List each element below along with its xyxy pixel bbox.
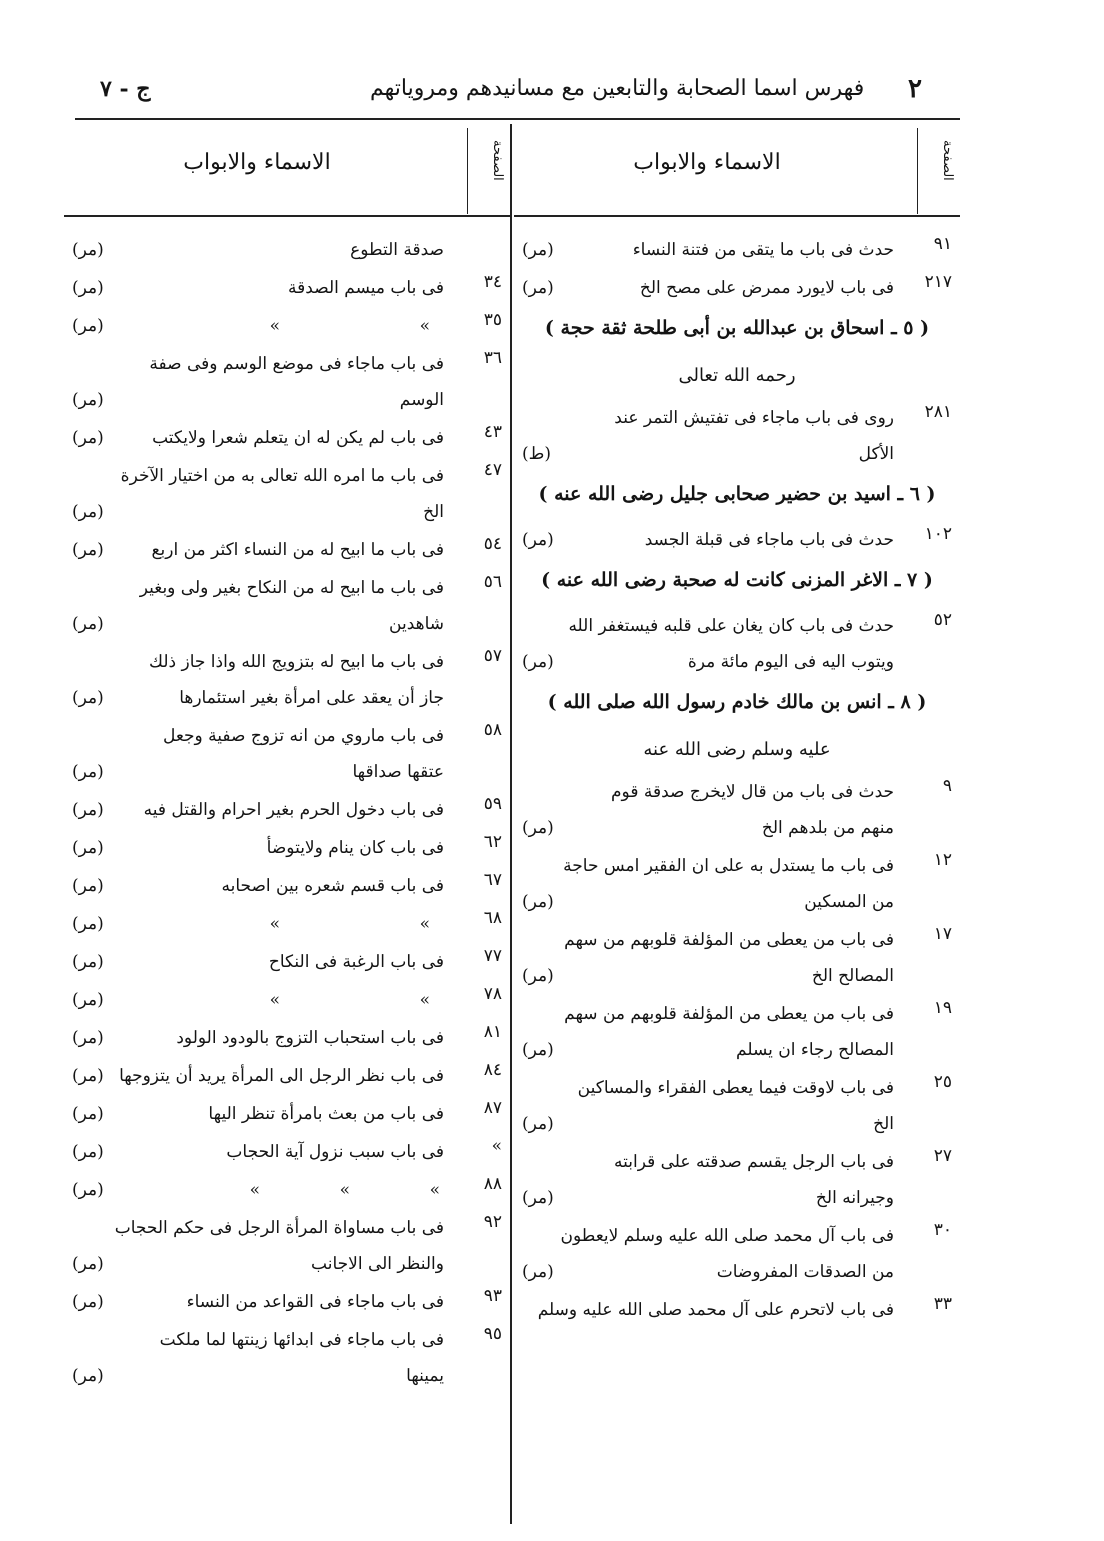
index-entry [514,1290,960,1328]
index-entry [514,1142,960,1216]
index-entry [64,230,510,268]
entry-text: فى باب ما امره الله تعالى به من اختيار الآخرة [120,466,444,486]
source-code: (مر) [72,876,104,896]
source-code: (مر) [72,1142,104,1162]
source-code: (مر) [72,240,104,260]
entry-page-number: » [491,1136,502,1156]
right-entries [514,230,960,1328]
source-code: (مر) [522,1040,554,1060]
source-code: (مر) [72,762,104,782]
entry-text-continued: والنظر الى الاجانب [311,1254,444,1274]
index-entry [64,530,510,568]
entry-text: فى باب لاوقت فيما يعطى الفقراء والمساكين [577,1078,894,1098]
column-header-rule [64,215,510,217]
page-title: فهرس اسما الصحابة والتابعين مع مسانيدهم ومروياتهم [370,76,865,101]
entry-text: صدقة التطوع [350,240,444,260]
source-code: (مر) [522,652,554,672]
ditto-mark: » [269,990,280,1010]
entry-page-number: ٣٦ [483,348,502,368]
source-code: (مر) [72,502,104,522]
source-code: (مر) [72,1292,104,1312]
entry-text: فى باب من يعطى من المؤلفة قلوبهم من سهم [564,930,894,950]
section-heading: ( ٥ ـ اسحاق بن عبدالله بن أبى طلحة ثقة حجة ) [544,317,930,339]
entry-text: فى باب الرجل يقسم صدقته على قرابته [614,1152,894,1172]
section-heading: ( ٧ ـ الاغر المزنى كانت له صحبة رضى الله عنه ) [541,569,933,591]
entry-text: فى باب ما ابيح له من النساء اكثر من اربع [151,540,444,560]
entry-text-continued: شاهدين [389,614,444,634]
section-subheading: عليه وسلم رضى الله عنه [643,739,831,760]
index-entry [514,398,960,472]
source-code: (مر) [72,428,104,448]
entry-text: فى باب آل محمد صلى الله عليه وسلم لايعطون [560,1226,894,1246]
entry-page-number: ٦٢ [483,832,502,852]
entry-page-number: ٣٣ [933,1294,952,1314]
index-entry [64,1056,510,1094]
entry-text-continued: يمينها [406,1366,444,1386]
source-code: (مر) [72,1180,104,1200]
entry-text: فى باب لاتحرم على آل محمد صلى الله عليه وسلم [537,1300,894,1320]
entry-text: فى باب ماجاء فى القواعد من النساء [186,1292,444,1312]
entry-text-continued: منهم من بلدهم الخ [761,818,894,838]
source-code: (مر) [72,390,104,410]
source-code: (مر) [522,240,554,260]
entry-page-number: ٤٣ [483,422,502,442]
entry-page-number: ٥٧ [483,646,502,666]
entry-page-number: ٢٧ [933,1146,952,1166]
entry-text: فى باب ماروي من انه تزوج صفية وجعل [162,726,444,746]
entry-text: فى باب سبب نزول آية الحجاب [226,1142,444,1162]
section-heading: ( ٦ ـ اسيد بن حضير صحابى جليل رضى الله عنه ) [538,483,936,505]
source-code: (مر) [72,1104,104,1124]
entry-page-number: ٥٢ [933,610,952,630]
right-column [514,124,960,1534]
entry-page-number: ٥٩ [483,794,502,814]
entry-text-continued: المصالح الخ [811,966,894,986]
header-separator [467,128,468,214]
ditto-mark: » [419,316,430,336]
entry-text: حدث فى باب ماجاء فى قبلة الجسد [644,530,894,550]
index-entry [64,1208,510,1282]
source-code: (مر) [522,1188,554,1208]
index-entry [64,456,510,530]
source-code: (مر) [522,278,554,298]
source-code: (مر) [72,540,104,560]
entry-page-number: ٧٨ [483,984,502,1004]
entry-text: فى باب ماجاء فى موضع الوسم وفى صفة [149,354,444,374]
source-code: (مر) [522,818,554,838]
column-header [64,124,510,214]
index-entry [64,344,510,418]
entry-text-continued: الوسم [399,390,444,410]
entry-page-number: ٩٣ [483,1286,502,1306]
source-code: (مر) [72,1028,104,1048]
entry-text: فى باب ماجاء فى ابدائها زينتها لما ملكت [159,1330,444,1350]
entry-page-number: ٣٠ [933,1220,952,1240]
entry-page-number: ٣٤ [483,272,502,292]
entry-text-continued: المصالح رجاء ان يسلم [736,1040,894,1060]
source-code: (مر) [72,316,104,336]
source-code: (مر) [72,1366,104,1386]
entry-text: فى باب ما ابيح له بتزويج الله واذا جاز ذلك [149,652,444,672]
index-entry [64,866,510,904]
entry-page-number: ١٧ [933,924,952,944]
entry-text-continued: الخ [423,502,444,522]
index-entry [514,520,960,558]
index-entry [514,846,960,920]
left-column [64,124,510,1534]
section-heading: ( ٨ ـ انس بن مالك خادم رسول الله صلى الله ) [547,691,927,713]
source-code: (مر) [522,966,554,986]
column-heading: الاسماء والابواب [633,150,781,175]
index-entry [64,268,510,306]
ditto-mark: » [429,1180,440,1200]
source-code: (مر) [72,914,104,934]
entry-text: حدث فى باب من قال لايخرج صدقة قوم [611,782,894,802]
header-separator [917,128,918,214]
source-code: (مر) [72,838,104,858]
index-entry [64,418,510,456]
source-code: (مر) [72,800,104,820]
entry-text-continued: الخ [873,1114,894,1134]
left-entries [64,230,510,1394]
ditto-mark: » [249,1180,260,1200]
entry-page-number: ٨٤ [483,1060,502,1080]
column-divider [510,124,512,1524]
entry-page-number: ٧٧ [483,946,502,966]
source-code: (مر) [522,1262,554,1282]
entry-text-continued: الأكل [858,444,894,464]
column-header-rule [514,215,960,217]
header-rule [75,118,960,120]
entry-text: فى باب من بعث بامرأة تنظر اليها [208,1104,444,1124]
column-heading: الاسماء والابواب [183,150,331,175]
entry-page-number: ٦٨ [483,908,502,928]
entry-page-number: ٥٦ [483,572,502,592]
source-code: (ط) [522,444,552,464]
column-header [514,124,960,214]
running-header [70,68,960,116]
page-column-label: الصفحة [490,140,505,181]
index-entry [514,994,960,1068]
entry-page-number: ٨١ [483,1022,502,1042]
entry-text: فى باب نظر الرجل الى المرأة يريد أن يتزوجها [119,1066,444,1086]
source-code: (مر) [72,990,104,1010]
entry-text: فى باب دخول الحرم بغير احرام والقتل فيه [143,800,444,820]
page-column-label: الصفحة [940,140,955,181]
source-code: (مر) [522,892,554,912]
source-code: (مر) [72,688,104,708]
entry-page-number: ٢٨١ [924,402,952,422]
index-entry [514,1068,960,1142]
index-entry [64,1282,510,1320]
entry-page-number: ٨٧ [483,1098,502,1118]
ditto-mark: » [419,914,430,934]
index-entry [64,1170,510,1208]
index-entry [514,230,960,268]
index-entry [514,268,960,306]
entry-page-number: ٣٥ [483,310,502,330]
index-entry [64,828,510,866]
index-entry [64,980,510,1018]
entry-page-number: ٩١ [933,234,952,254]
index-entry [514,772,960,846]
index-entry [64,642,510,716]
entry-page-number: ١٩ [933,998,952,1018]
ditto-mark: » [269,316,280,336]
entry-text: حدث فى باب ما يتقى من فتنة النساء [632,240,894,260]
source-code: (مر) [72,1066,104,1086]
index-entry [64,790,510,828]
index-entry [64,1132,510,1170]
index-entry [64,942,510,980]
index-entry [64,716,510,790]
entry-text: فى باب الرغبة فى النكاح [268,952,444,972]
entry-text-continued: جاز أن يعقد على امرأة بغير استئمارها [179,688,444,708]
index-entry [64,1094,510,1132]
entry-page-number: ٢٥ [933,1072,952,1092]
entry-page-number: ٨٨ [483,1174,502,1194]
source-code: (مر) [72,1254,104,1274]
volume-label: ج - ٧ [100,76,151,102]
entry-text: فى باب ما يستدل به على ان الفقير امس حاجة [563,856,894,876]
entry-text: فى باب ميسم الصدقة [288,278,444,298]
page-number: ٢ [908,74,922,104]
entry-text: فى باب قسم شعره بين اصحابه [221,876,444,896]
index-entry [514,606,960,680]
entry-page-number: ٥٤ [483,534,502,554]
entry-page-number: ١٠٢ [924,524,952,544]
index-entry [514,920,960,994]
source-code: (مر) [72,278,104,298]
index-entry [64,1018,510,1056]
entry-page-number: ٥٨ [483,720,502,740]
entry-text: فى باب مساواة المرأة الرجل فى حكم الحجاب [114,1218,444,1238]
index-entry [64,904,510,942]
index-entry [64,306,510,344]
entry-page-number: ٩٥ [483,1324,502,1344]
ditto-mark: » [269,914,280,934]
source-code: (مر) [522,530,554,550]
entry-page-number: ٢١٧ [924,272,952,292]
entry-text: فى باب كان ينام ولايتوضأ [266,838,444,858]
entry-text: فى باب استحباب التزوج بالودود الولود [176,1028,444,1048]
index-entry [64,568,510,642]
ditto-mark: » [419,990,430,1010]
source-code: (مر) [72,952,104,972]
entry-text-continued: عتقها صداقها [352,762,444,782]
entry-page-number: ١٢ [933,850,952,870]
entry-text: روى فى باب ماجاء فى تفتيش التمر عند [614,408,894,428]
index-entry [514,1216,960,1290]
entry-page-number: ٩ [942,776,952,796]
entry-text: فى باب ما ابيح له من النكاح بغير ولى وبغير [139,578,444,598]
entry-page-number: ٤٧ [483,460,502,480]
entry-text: فى باب لايورد ممرض على مصح الخ [639,278,894,298]
entry-text-continued: من الصدقات المفروضات [716,1262,894,1282]
index-entry [64,1320,510,1394]
source-code: (مر) [72,614,104,634]
entry-page-number: ٩٢ [483,1212,502,1232]
ditto-mark: » [339,1180,350,1200]
entry-text: فى باب لم يكن له ان يتعلم شعرا ولايكتب [152,428,444,448]
source-code: (مر) [522,1114,554,1134]
section-subheading: رحمه الله تعالى [678,365,796,386]
entry-text: فى باب من يعطى من المؤلفة قلوبهم من سهم [564,1004,894,1024]
entry-text-continued: من المسكين [804,892,894,912]
entry-text-continued: ويتوب اليه فى اليوم مائة مرة [687,652,894,672]
entry-page-number: ٦٧ [483,870,502,890]
entry-text: حدث فى باب كان يغان على قلبه فيستغفر الله [568,616,894,636]
entry-text-continued: وجيرانه الخ [815,1188,894,1208]
